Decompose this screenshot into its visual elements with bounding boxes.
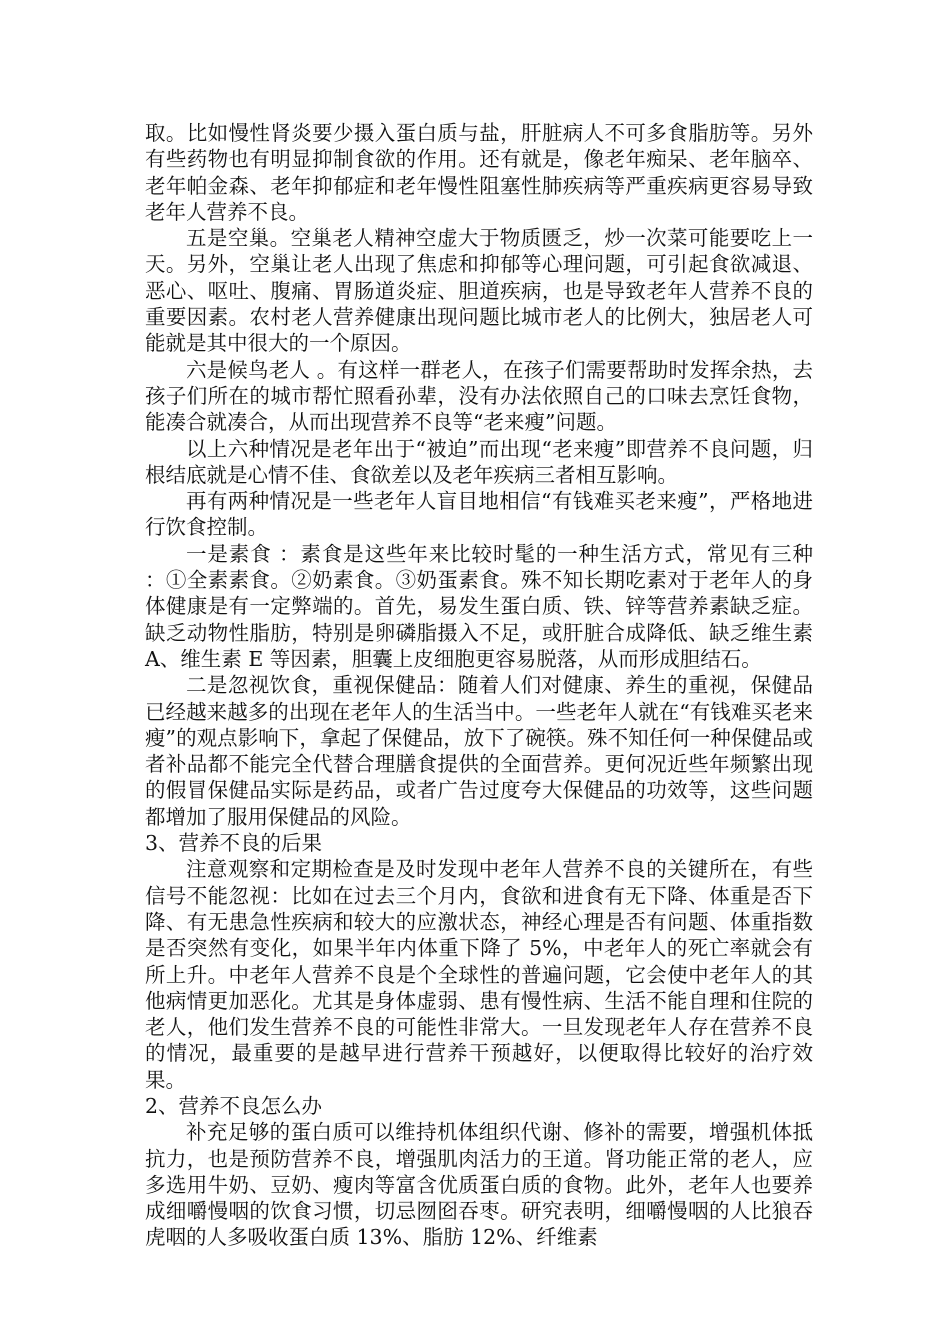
paragraph-migratory-elderly: 六是候鸟老人 。有这样一群老人，在孩子们需要帮助时发挥余热，去孩子们所在的城市帮忙照看孙辈，没有办法依照自己的口味去烹饪食物，能凑合就凑合，从而出现营养不良等“老来瘦”问题。 xyxy=(145,357,813,435)
paragraph-supplements: 二是忽视饮食，重视保健品：随着人们对健康、养生的重视，保健品已经越来越多的出现在老年人的生活当中。一些老年人就在“有钱难买老来瘦”的观点影响下，拿起了保健品，放下了碗筷。殊不知任何一种保健品或者补品都不能完全代替合理膳食提供的全面营养。更何况近些年频繁出现的假冒保健品实际是药品，或者广告过度夸大保健品的功效等，这些问题都增加了服用保健品的风险。 xyxy=(145,673,813,829)
paragraph-empty-nest: 五是空巢。空巢老人精神空虚大于物质匮乏，炒一次菜可能要吃上一天。另外，空巢让老人出现了焦虑和抑郁等心理问题，可引起食欲减退、恶心、呕吐、腹痛、胃肠道炎症、胆道疾病，也是导致老年人营养不良的重要因素。农村老人营养健康出现问题比城市老人的比例大，独居老人可能就是其中很大的一个原因。 xyxy=(145,226,813,356)
paragraph-two-more-cases: 再有两种情况是一些老年人盲目地相信“有钱难买老来瘦”，严格地进行饮食控制。 xyxy=(145,489,813,540)
paragraph-what-to-do: 补充足够的蛋白质可以维持机体组织代谢、修补的需要，增强机体抵抗力，也是预防营养不良，增强肌肉活力的王道。肾功能正常的老人，应多选用牛奶、豆奶、瘦肉等富含优质蛋白质的食物。此外，老年人也要养成细嚼慢咽的饮食习惯，切忌囫囵吞枣。研究表明，细嚼慢咽的人比狼吞虎咽的人多吸收蛋白质 13%、脂肪 12%、纤维素 xyxy=(145,1120,813,1250)
section-heading-what-to-do: 2、营养不良怎么办 xyxy=(145,1093,323,1118)
paragraph-continuation: 取。比如慢性肾炎要少摄入蛋白质与盐，肝脏病人不可多食脂肪等。另外有些药物也有明显抑制食欲的作用。还有就是，像老年痴呆、老年脑卒、老年帕金森、老年抑郁症和老年慢性阻塞性肺疾病等严重疾病更容易导致老年人营养不良。 xyxy=(145,121,813,224)
paragraph-summary-six-cases: 以上六种情况是老年出于“被迫”而出现“老来瘦”即营养不良问题，归根结底就是心情不佳、食欲差以及老年疾病三者相互影响。 xyxy=(145,436,813,487)
paragraph-consequences: 注意观察和定期检查是及时发现中老年人营养不良的关键所在，有些信号不能忽视：比如在过去三个月内，食欲和进食有无下降、体重是否下降、有无患急性疾病和较大的应激状态，神经心理是否有问题、体重指数是否突然有变化，如果半年内体重下降了 5%，中老年人的死亡率就会有所上升。中老年人营养不良是个全球性的普遍问题，它会使中老年人的其他病情更加恶化。尤其是身体虚弱、患有慢性病、生活不能自理和住院的老人，他们发生营养不良的可能性非常大。一旦发现老年人存在营养不良的情况，最重要的是越早进行营养干预越好，以便取得比较好的治疗效果。 xyxy=(145,857,813,1092)
section-heading-consequences: 3、营养不良的后果 xyxy=(145,831,323,856)
document-page xyxy=(145,120,813,1251)
paragraph-vegetarian: 一是素食 ：素食是这些年来比较时髦的一种生活方式，常见有三种 ：①全素素食。②奶素食。③奶蛋素食。殊不知长期吃素对于老年人的身体健康是有一定弊端的。首先，易发生蛋白质、铁、锌等营养素缺乏症。缺乏动物性脂肪，特别是卵磷脂摄入不足，或肝脏合成降低、缺乏维生素 A、维生素 E 等因素，胆囊上皮细胞更容易脱落，从而形成胆结石。 xyxy=(145,541,813,671)
